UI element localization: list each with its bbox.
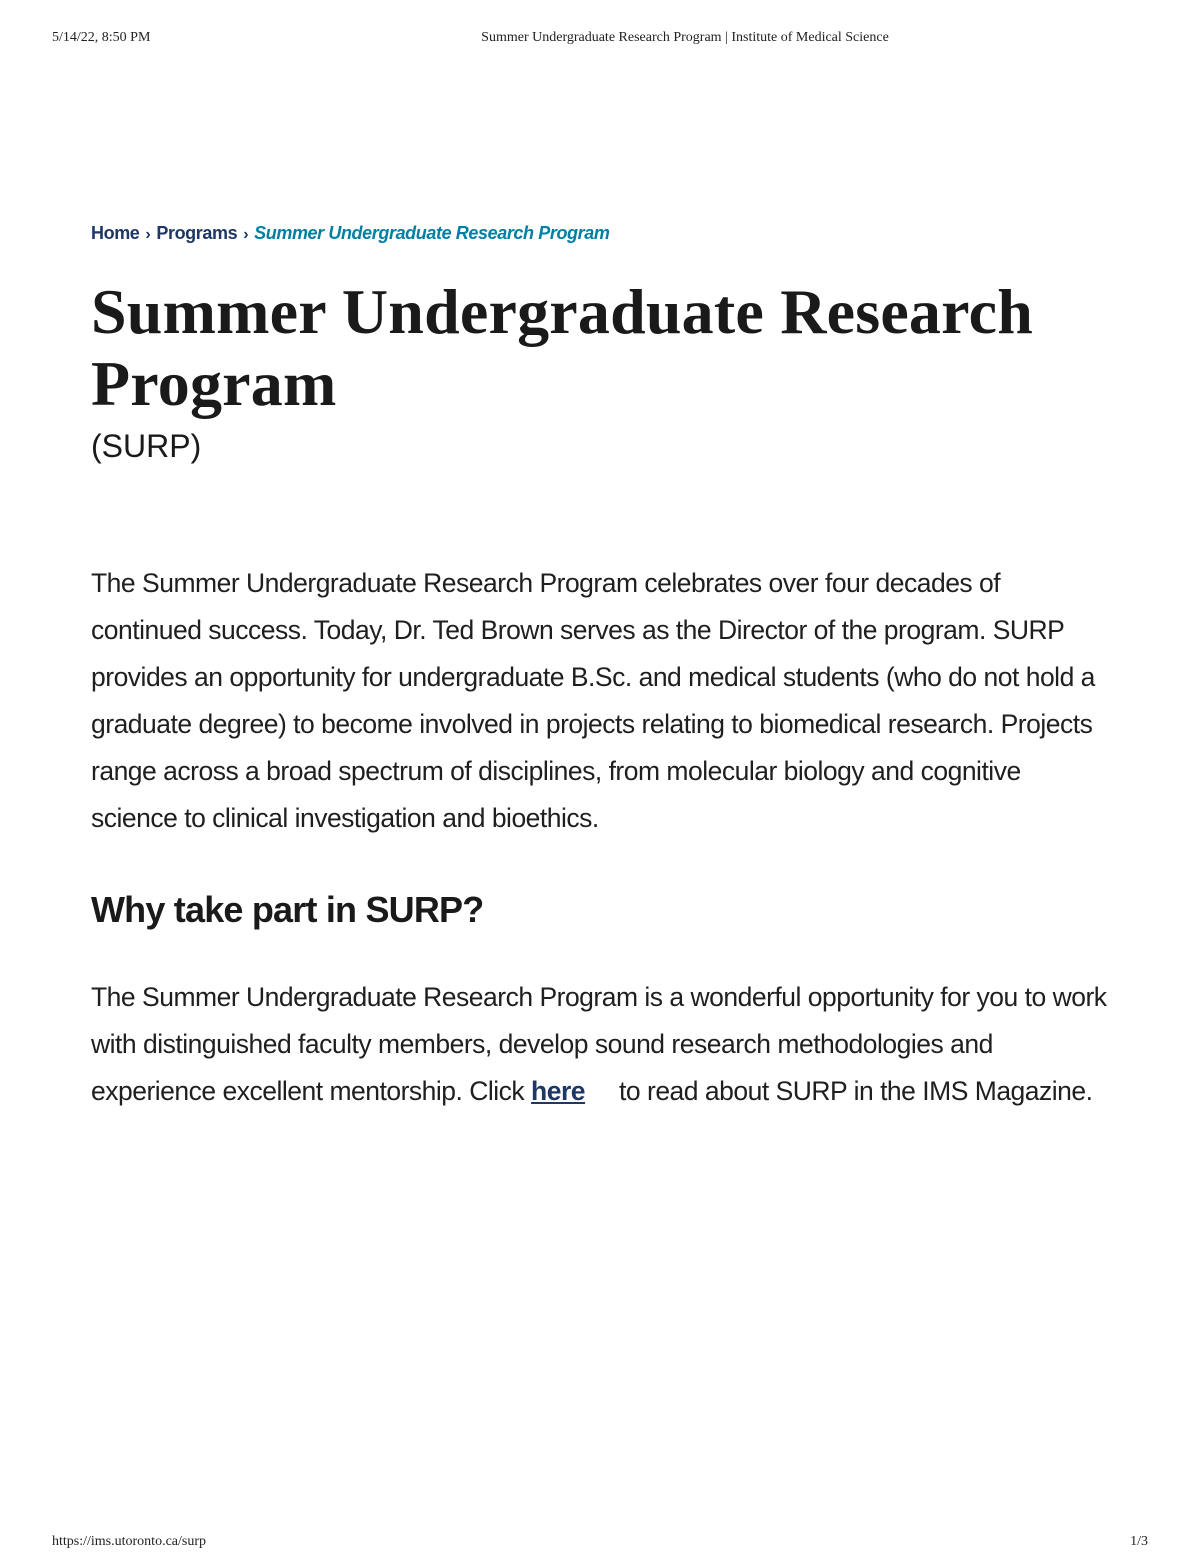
print-page-title: Summer Undergraduate Research Program | Institute of Medical Science: [481, 30, 889, 45]
breadcrumb-programs[interactable]: Programs: [156, 223, 238, 243]
why-paragraph: [91, 974, 1111, 1115]
page-title: Summer Undergraduate Research Program: [91, 276, 1033, 419]
main-content: [91, 220, 1111, 1115]
why-text-after: to read about SURP in the IMS Magazine.: [619, 1076, 1093, 1106]
breadcrumb-current: Summer Undergraduate Research Program: [254, 223, 610, 243]
print-datetime: 5/14/22, 8:50 PM: [52, 30, 151, 45]
chevron-right-icon: ›: [243, 226, 249, 243]
print-url: https://ims.utoronto.ca/surp: [52, 1534, 206, 1549]
section-heading-why: Why take part in SURP?: [91, 889, 484, 930]
print-footer: [0, 1534, 1200, 1554]
page-subtitle: (SURP): [91, 428, 202, 464]
breadcrumb: [91, 220, 1111, 246]
intro-paragraph: The Summer Undergraduate Research Program celebrates over four decades of continued success. Today, Dr. Ted Brown serves as the Director of the program. SURP provides an opportunity for undergraduate B.Sc. and medical students (who do not hold a graduate degree) to become involved in projects relating to biomedical research. Projects range across a broad spectrum of disciplines, from molecular biology and cognitive science to clinical investigation and bioethics.: [91, 568, 1095, 833]
print-header: [0, 30, 1200, 50]
magazine-link[interactable]: here: [531, 1076, 586, 1106]
chevron-right-icon: ›: [145, 226, 151, 243]
why-text-before: The Summer Undergraduate Research Program is a wonderful opportunity for you to work with distinguished faculty members, develop sound research methodologies and experience excellent mentorship. Click: [91, 982, 1107, 1106]
print-page-number: 1/3: [1130, 1534, 1148, 1549]
breadcrumb-home[interactable]: Home: [91, 223, 140, 243]
